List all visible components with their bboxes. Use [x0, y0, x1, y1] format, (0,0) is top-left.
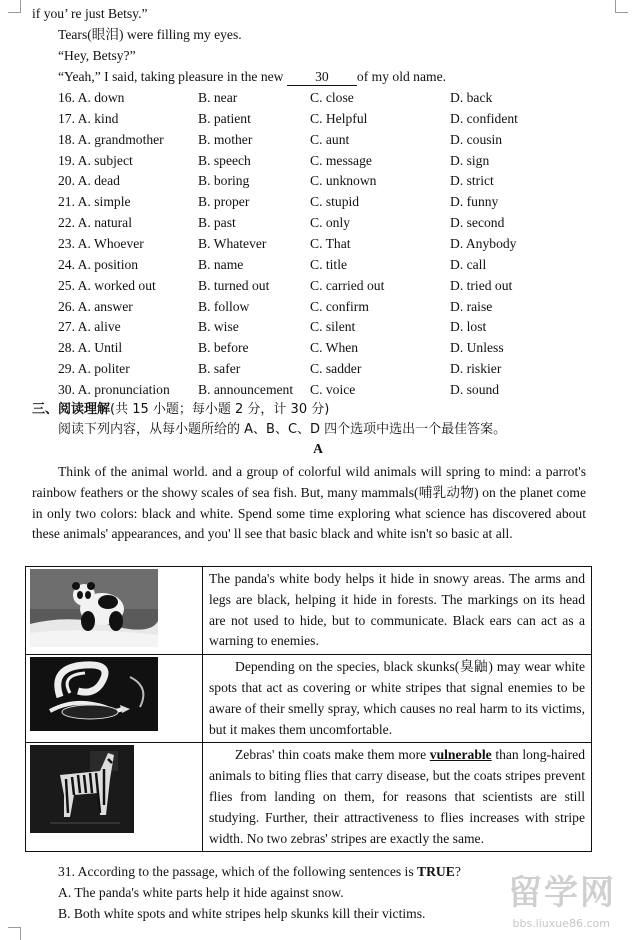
question-stem-keyword: TRUE: [417, 864, 455, 879]
question-option-b: B. past: [198, 215, 236, 231]
skunk-image-cell: [26, 655, 203, 743]
question-31-option-b: B. Both white spots and white stripes help skunks kill their victims.: [58, 906, 426, 921]
answer-blank: 30: [287, 68, 357, 86]
question-option-d: D. tried out: [450, 277, 513, 293]
question-option-a: 26. A. answer: [58, 298, 133, 314]
question-option-b: B. safer: [198, 361, 241, 377]
question-stem-mark: ?: [454, 864, 461, 879]
zebra-description: [203, 743, 592, 852]
story-line: [58, 68, 446, 86]
question-option-c: C. title: [310, 256, 348, 272]
question-option-c: C. close: [310, 90, 354, 105]
question-option-a: 28. A. Until: [58, 340, 123, 356]
animal-table: [25, 566, 592, 852]
skunk-description: Depending on the species, black skunks(臭鼬) may wear white spots that act as covering or white stripes that signal enemies to be aware of their smelly spray, which causes no real harm to its victims, but it makes them uncomfortable.: [203, 655, 592, 743]
question-option-c: C. When: [310, 340, 359, 356]
question-option-c: C. carried out: [310, 277, 385, 293]
question-option-d: D. confident: [450, 110, 518, 126]
question-option-d: D. second: [450, 215, 505, 231]
question-option-c: C. aunt: [310, 131, 350, 147]
panda-image: [30, 569, 158, 647]
question-option-c: C. That: [310, 235, 351, 251]
question-option-c: C. voice: [310, 381, 356, 397]
section-points: (共 15 小题；每小题 2 分，计 30 分): [110, 402, 330, 417]
question-option-d: D. cousin: [450, 131, 503, 147]
table-row: [26, 655, 592, 743]
question-option-d: D. Unless: [450, 340, 504, 356]
question-option-a: 22. A. natural: [58, 215, 132, 231]
question-option-c: C. message: [310, 152, 372, 168]
question-31-stem: [58, 863, 461, 880]
question-option-b: B. speech: [198, 152, 251, 168]
question-option-b: B. follow: [198, 298, 250, 314]
question-option-b: B. mother: [198, 131, 253, 147]
corner-mark-top-right: [615, 0, 628, 13]
question-option-b: B. near: [198, 90, 238, 105]
story-line: if you’ re just Betsy.”: [32, 6, 148, 21]
corner-mark-top-left: [8, 0, 21, 13]
question-option-d: D. sign: [450, 152, 490, 168]
question-option-b: B. name: [198, 256, 244, 272]
question-option-c: C. unknown: [310, 173, 377, 189]
zebra-image: [30, 745, 134, 833]
story-text: “Yeah,” I said, taking pleasure in the new: [58, 69, 284, 84]
passage-letter: A: [313, 441, 323, 456]
question-option-a: 29. A. politer: [58, 361, 130, 377]
question-option-c: C. only: [310, 215, 351, 231]
question-31-option-a: A. The panda's white parts help it hide against snow.: [58, 885, 344, 900]
question-option-d: D. back: [450, 90, 493, 105]
question-option-d: D. funny: [450, 194, 499, 210]
question-option-c: C. Helpful: [310, 110, 368, 126]
question-option-a: 30. A. pronunciation: [58, 381, 170, 397]
question-option-b: B. announcement: [198, 381, 294, 397]
question-option-c: C. stupid: [310, 194, 360, 210]
corner-mark-bottom-left: [8, 927, 21, 940]
section-instruction: 阅读下列内容，从每小题所给的 A、B、C、D 四个选项中选出一个最佳答案。: [58, 422, 507, 437]
question-option-c: C. confirm: [310, 298, 369, 314]
question-option-b: B. boring: [198, 173, 250, 189]
panda-description: The panda's white body helps it hide in snowy areas. The arms and legs are black, helping it hide in forests. The markings on its head are not used to hide, but to communicate. Black ears can act as a warning to enemies.: [203, 567, 592, 655]
question-option-a: 23. A. Whoever: [58, 235, 144, 251]
question-option-d: D. Anybody: [450, 235, 517, 251]
question-option-a: 17. A. kind: [58, 110, 119, 126]
story-line: Tears(眼泪) were filling my eyes.: [58, 27, 242, 42]
question-option-c: C. silent: [310, 319, 356, 335]
section-heading: [32, 400, 329, 418]
story-line: “Hey, Betsy?”: [58, 48, 136, 63]
question-option-a: 25. A. worked out: [58, 277, 156, 293]
question-option-d: D. lost: [450, 319, 487, 335]
table-row: [26, 567, 592, 655]
question-option-a: 16. A. down: [58, 90, 125, 105]
zebra-image-cell: [26, 743, 203, 852]
zebra-text: than long-haired animals to biting flies that carry disease, but the coats stripes prevent flies from landing on them, for reasons that scientists are still studying. Further, their attractiveness to flies increases with stripe width. No two zebras' stripes are exactly the same.: [209, 747, 586, 846]
question-option-b: B. Whatever: [198, 235, 267, 251]
question-option-d: D. sound: [450, 381, 500, 397]
question-stem-text: 31. According to the passage, which of the following sentences is: [58, 864, 414, 879]
section-number: 三、阅读理解: [32, 402, 111, 417]
question-option-a: 24. A. position: [58, 256, 139, 272]
table-row: [26, 743, 592, 852]
question-option-c: C. sadder: [310, 361, 362, 377]
question-option-b: B. before: [198, 340, 249, 356]
panda-image-cell: [26, 567, 203, 655]
zebra-text: Zebras' thin coats make them more: [235, 747, 427, 763]
question-option-b: B. wise: [198, 319, 239, 335]
question-option-a: 19. A. subject: [58, 152, 133, 168]
vulnerable-word: vulnerable: [429, 747, 492, 763]
question-option-d: D. riskier: [450, 361, 502, 377]
question-option-a: 27. A. alive: [58, 319, 121, 335]
watermark-url: bbs.liuxue86.com: [512, 917, 610, 930]
question-option-a: 20. A. dead: [58, 173, 120, 189]
question-option-b: B. patient: [198, 110, 251, 126]
watermark-logo: 留学网: [508, 873, 616, 913]
passage-paragraph: Think of the animal world. and a group of colorful wild animals will spring to mind: a parrot's rainbow feathers or the showy scales of sea fish. But, many mammals(哺乳动物) on the planet come in only two colors: black and white. Spend some time exploring what science has discovered about these animals' appearances, and you' ll see that basic black and white isn't so basic at all.: [32, 464, 586, 542]
question-option-b: B. turned out: [198, 277, 270, 293]
question-option-a: 21. A. simple: [58, 194, 131, 210]
question-option-a: 18. A. grandmother: [58, 131, 164, 147]
story-text: of my old name.: [356, 69, 447, 84]
question-option-d: D. strict: [450, 173, 494, 189]
skunk-image: [30, 657, 158, 731]
question-option-d: D. call: [450, 256, 487, 272]
question-option-d: D. raise: [450, 298, 493, 314]
question-option-b: B. proper: [198, 194, 250, 210]
